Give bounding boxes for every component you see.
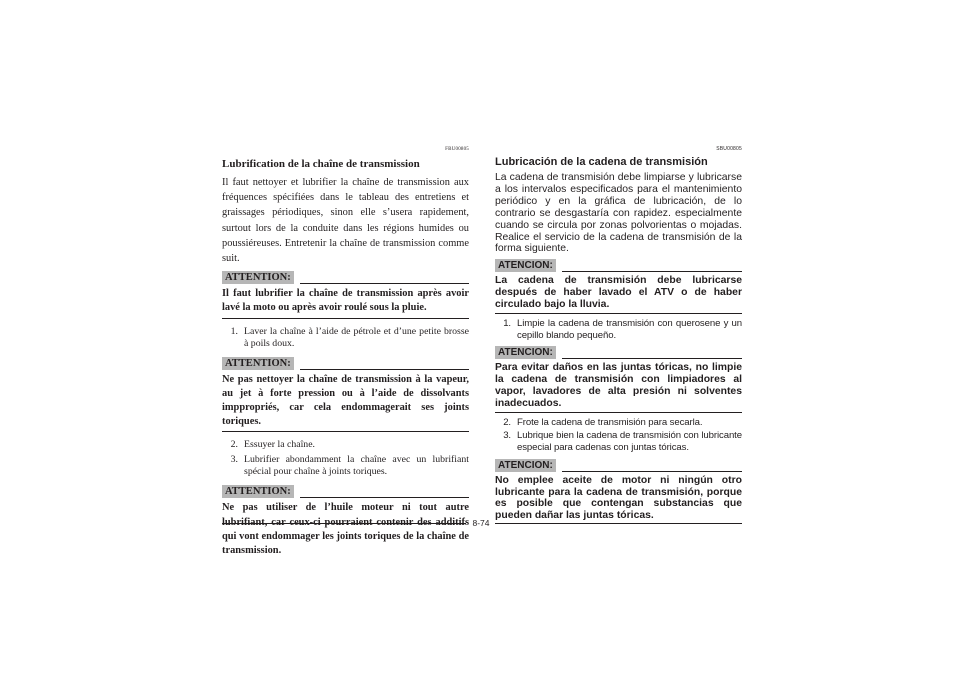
steps-list [222,439,469,478]
atencion-label: ATENCION: [495,346,556,359]
step-item [222,439,469,451]
step-number: 3. [503,430,511,442]
step-text: Essuyer la chaîne. [244,439,315,451]
step-number: 1. [230,325,238,337]
step-item [222,454,469,478]
footer-rule-right [495,523,742,524]
attention-rule [300,497,469,498]
intro-paragraph: La cadena de transmisión debe limpiarse y lubricarse a los intervalos especificados para el mantenimiento periódico y en la gráfica de lubricación, de lo contrario se desgastaría con rapidez. especialmente cuando se circula por zonas polvorientas o mojadas. Realice el servicio de la cadena de transmisión de la forma siguiente. [495,172,742,255]
atencion-header [495,459,742,472]
attention-header [222,357,469,370]
step-item [495,318,742,341]
footer-rule-left [222,523,466,524]
step-text: Limpie la cadena de transmisión con querosene y un cepillo blando pequeño. [517,318,742,341]
section-code: SBU00805 [716,146,742,152]
atencion-text: No emplee aceite de motor ni ningún otro lubricante para la cadena de transmisión, porque es posible que contengan substancias que pueden dañar las juntas tóricas. [495,474,742,522]
attention-label: ATTENTION: [222,357,294,370]
atencion-end-rule [495,412,742,413]
page-number: 8-74 [472,518,490,528]
steps-list [495,417,742,454]
atencion-rule [562,271,742,272]
atencion-end-rule [495,313,742,314]
atencion-rule [562,471,742,472]
atencion-text: Para evitar daños en las juntas tóricas, no limpie la cadena de transmisión con limpiadores al vapor, lavadores de alta presión ni solventes inadecuados. [495,362,742,409]
step-item [222,326,469,350]
atencion-header [495,346,742,359]
step-number: 2. [503,416,511,428]
atencion-header [495,259,742,272]
steps-list [222,326,469,350]
attention-header [222,271,469,284]
attention-text: Il faut lubrifier la chaîne de transmission après avoir lavé la moto ou après avoir roulé sous la pluie. [222,288,469,314]
attention-text: Ne pas utiliser de l’huile moteur ni tout autre lubrifiant, car ceux-ci pourraient contenir des additifs qui vont endommager les joints toriques de la chaîne de transmission. [222,502,469,557]
step-text: Laver la chaîne à l’aide de pétrole et d’une petite brosse à poils doux. [244,325,469,349]
attention-end-rule [222,318,469,319]
attention-text: Ne pas nettoyer la chaîne de transmission à la vapeur, au jet à forte pression ou à l’aide de dissolvants imppropriés, car cela endommagerait ses joints toriques. [222,373,469,428]
step-text: Frote la cadena de transmisión para secarla. [517,416,703,428]
step-number: 2. [230,439,238,451]
step-item [495,430,742,453]
step-text: Lubrique bien la cadena de transmisión con lubricante especial para cadenas con juntas tóricas. [517,430,742,454]
intro-paragraph: Il faut nettoyer et lubrifier la chaîne de transmission aux fréquences spécifiées dans le tableau des entretiens et graissages périodiques, sinon elle s’usera rapidement, surtout lors de la conduite dans les régions humides ou poussiéreuses. Entretenir la chaîne de transmission comme suit. [222,177,469,265]
attention-rule [300,283,469,284]
atencion-label: ATENCION: [495,459,556,472]
french-column [222,146,469,558]
section-code: FBU00805 [445,147,469,152]
step-text: Lubrifier abondamment la chaîne avec un lubrifiant spécial pour chaîne à joints toriques. [244,454,469,478]
section-title: Lubrification de la chaîne de transmission [222,158,420,170]
attention-rule [300,369,469,370]
attention-label: ATTENTION: [222,271,294,284]
attention-label: ATTENTION: [222,485,294,498]
attention-end-rule [222,431,469,432]
step-number: 1. [503,318,511,330]
section-title: Lubricación de la cadena de transmisión [495,156,708,168]
steps-list [495,318,742,341]
attention-header [222,485,469,498]
atencion-text: La cadena de transmisión debe lubricarse después de haber lavado el ATV o de haber circulado bajo la lluvia. [495,275,742,311]
atencion-rule [562,358,742,359]
spanish-column [495,146,742,522]
step-number: 3. [230,454,238,466]
atencion-label: ATENCION: [495,259,556,272]
step-item [495,417,742,429]
